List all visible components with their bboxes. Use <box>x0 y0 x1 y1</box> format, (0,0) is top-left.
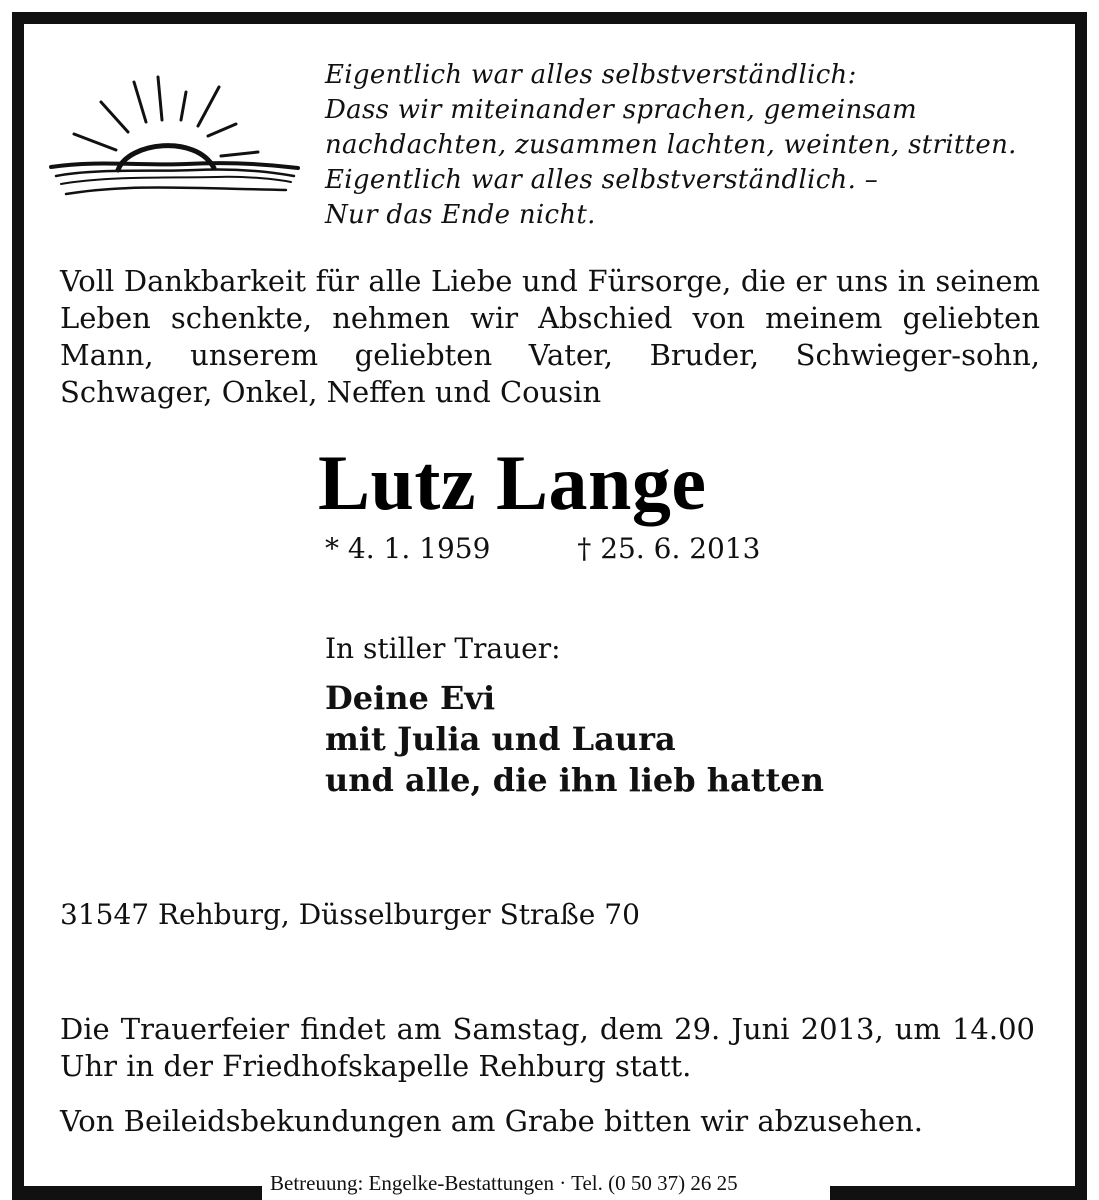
poem-line: Nur das Ende nicht. <box>325 200 596 230</box>
intro-paragraph: Voll Dankbarkeit für alle Liebe und Fürsorge, die er uns in seinem Leben schenkte, nehmen wir Abschied von meinem geliebten Mann, unserem geliebten Vater, Bruder, Schwieger-sohn, Schwager, Onkel, Neffen und Cousin <box>60 264 1040 409</box>
sunrise-icon <box>36 72 306 222</box>
bottom-border-left <box>12 1186 262 1200</box>
mourner-line: Deine Evi <box>325 679 496 717</box>
mourning-label: In stiller Trauer: <box>325 632 561 665</box>
poem-verse <box>325 58 1017 233</box>
life-dates <box>325 532 761 566</box>
poem-line: Eigentlich war alles selbstverständlich: <box>325 60 857 90</box>
mourner-line: mit Julia und Laura <box>325 720 676 758</box>
family-address: 31547 Rehburg, Düsselburger Straße 70 <box>60 898 640 931</box>
mourner-line: und alle, die ihn lieb hatten <box>325 761 824 799</box>
poem-line: nachdachten, zusammen lachten, weinten, stritten. <box>325 130 1017 160</box>
death-date: † 25. 6. 2013 <box>577 532 761 565</box>
funeral-service-info: Die Trauerfeier findet am Samstag, dem 29. Juni 2013, um 14.00 Uhr in der Friedhofskapelle Rehburg statt. <box>60 1012 1035 1083</box>
poem-line: Eigentlich war alles selbstverständlich. – <box>325 165 879 195</box>
deceased-name: Lutz Lange <box>318 439 707 526</box>
mourners-list <box>325 678 824 801</box>
condolence-note: Von Beileidsbekundungen am Grabe bitten wir abzusehen. <box>60 1104 923 1138</box>
poem-line: Dass wir miteinander sprachen, gemeinsam <box>325 95 917 125</box>
birth-date: * 4. 1. 1959 <box>325 532 491 565</box>
funeral-home-footer: Betreuung: Engelke-Bestattungen · Tel. (0 50 37) 26 25 <box>270 1171 738 1195</box>
bottom-border-right <box>830 1186 1087 1200</box>
